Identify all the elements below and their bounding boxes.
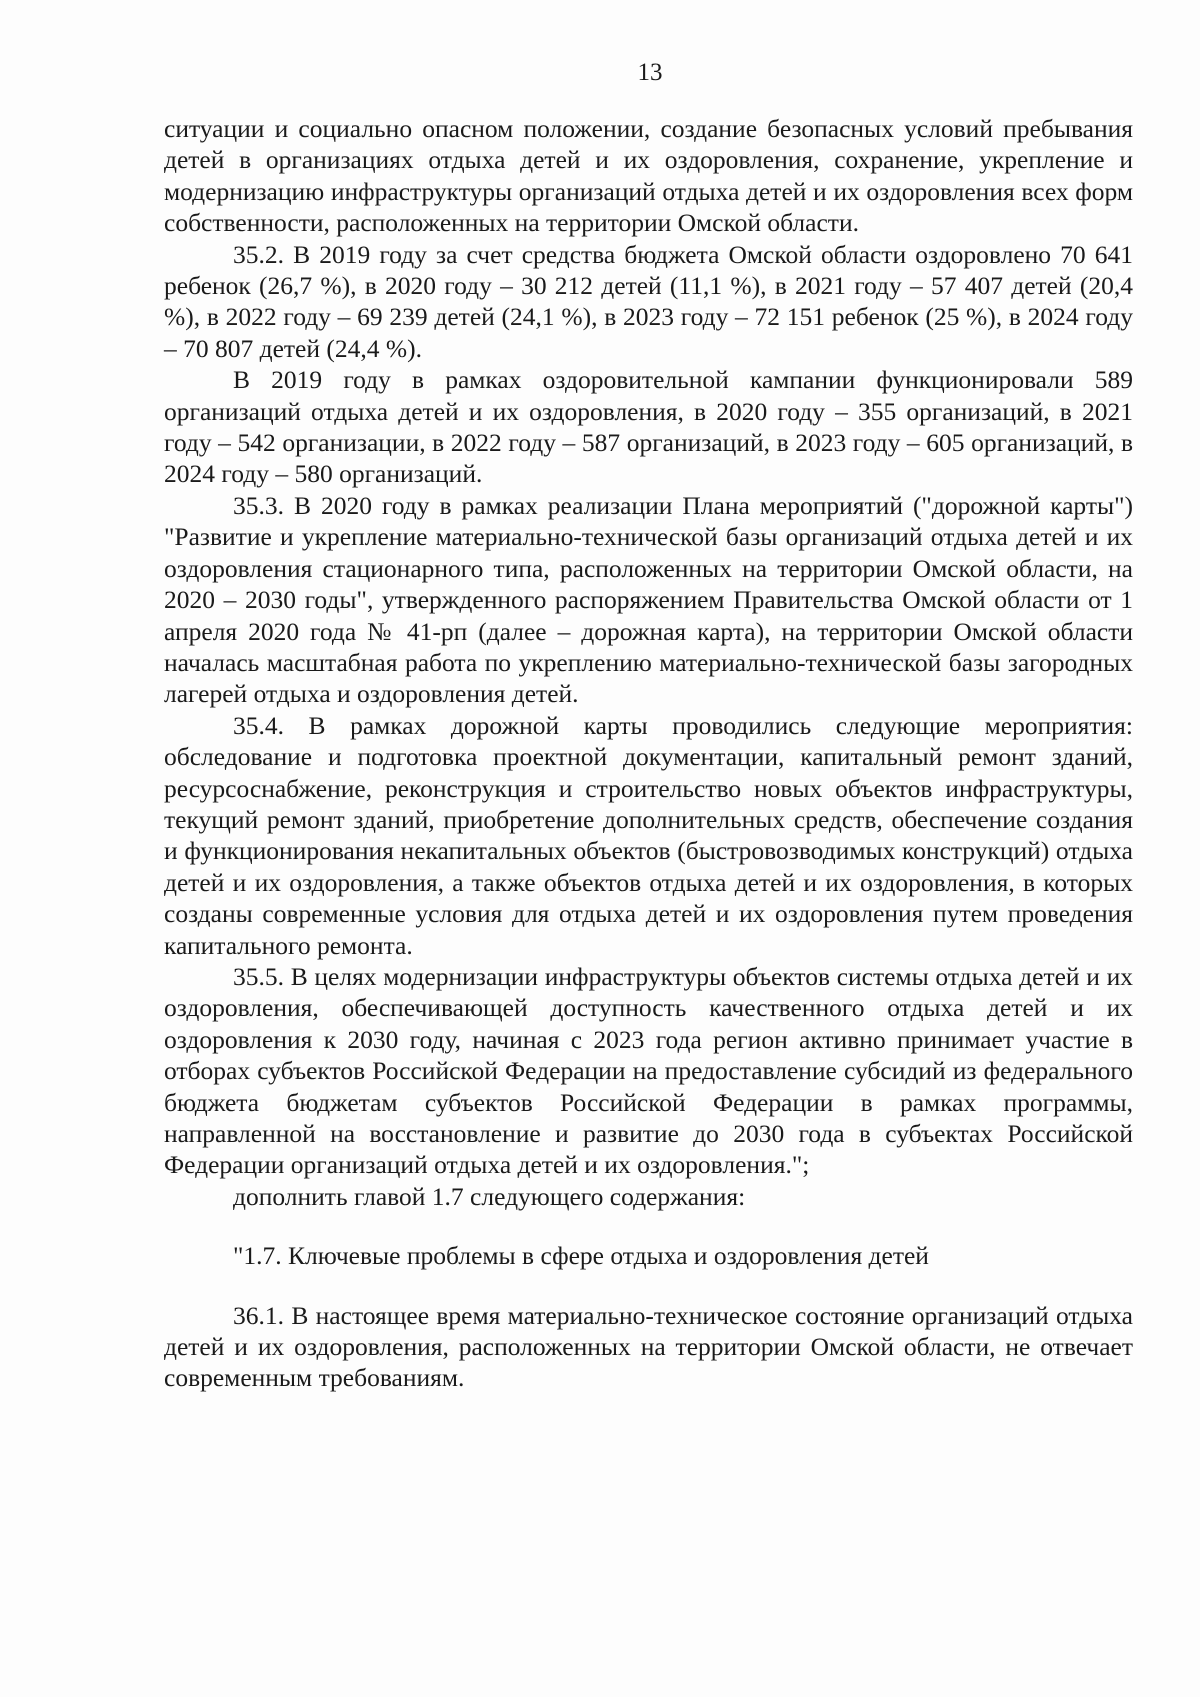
paragraph-organizations: В 2019 году в рамках оздоровительной кампании функционировали 589 организаций отдыха детей и их оздоровления, в 2020 году – 355 организаций, в 2021 году – 542 организации, в 2022 году – 587 организаций, в 2023 году – 605 организаций, в 2024 году – 580 организаций. [164,365,1133,489]
paragraph-36-1: 36.1. В настоящее время материально-техническое состояние организаций отдыха детей и их оздоровления, расположенных на территории Омской области, не отвечает современным требованиям. [164,1300,1133,1393]
paragraph-35-2: 35.2. В 2019 году за счет средства бюджета Омской области оздоровлено 70 641 ребенок (26,7 %), в 2020 году – 30 212 детей (11,1 %), в 2021 году – 57 407 детей (20,4 %), в 2022 году – 69 239 детей (24,1 %), в 2023 году – 72 151 ребенок (25 %), в 2024 году – 70 807 детей (24,4 %). [164,239,1133,363]
paragraph-amendment-note: дополнить главой 1.7 следующего содержания: [233,1181,746,1211]
document-body [164,113,1133,1394]
paragraph-35-4: 35.4. В рамках дорожной карты проводились следующие мероприятия: обследование и подготовка проектной документации, капитальный ремонт зданий, ресурсоснабжение, реконструкция и строительство новых объектов инфраструктуры, текущий ремонт зданий, приобретение дополнительных средств, обеспечение создания и функционирования некапитальных объектов (быстровозводимых конструкций) отдыха детей и их оздоровления, а также объектов отдыха детей и их оздоровления, в которых созданы современные условия для отдыха детей и их оздоровления путем проведения капитального ремонта. [164,710,1133,960]
section-heading-1-7: "1.7. Ключевые проблемы в сфере отдыха и оздоровления детей [233,1241,929,1271]
page-number: 13 [637,59,663,86]
paragraph-35-5: 35.5. В целях модернизации инфраструктуры объектов системы отдыха детей и их оздоровления, обеспечивающей доступность качественного отдыха детей и их оздоровления к 2030 году, начиная с 2023 года регион активно принимает участие в отборах субъектов Российской Федерации на предоставление субсидий из федерального бюджета бюджетам субъектов Российской Федерации в рамках программы, направленной на восстановление и развитие до 2030 года в субъектах Российской Федерации организаций отдыха детей и их оздоровления."; [164,961,1133,1180]
paragraph-continuation: ситуации и социально опасном положении, создание безопасных условий пребывания детей в организациях отдыха детей и их оздоровления, сохранение, укрепление и модернизацию инфраструктуры организаций отдыха детей и их оздоровления всех форм собственности, расположенных на территории Омской области. [164,114,1133,238]
paragraph-35-3: 35.3. В 2020 году в рамках реализации Плана мероприятий ("дорожной карты") "Развитие и укрепление материально-технической базы организаций отдыха детей и их оздоровления стационарного типа, расположенных на территории Омской области, на 2020 – 2030 годы", утвержденного распоряжением Правительства Омской области от 1 апреля 2020 года № 41-рп (далее – дорожная карта), на территории Омской области началась масштабная работа по укреплению материально-технической базы загородных лагерей отдыха и оздоровления детей. [164,490,1133,709]
